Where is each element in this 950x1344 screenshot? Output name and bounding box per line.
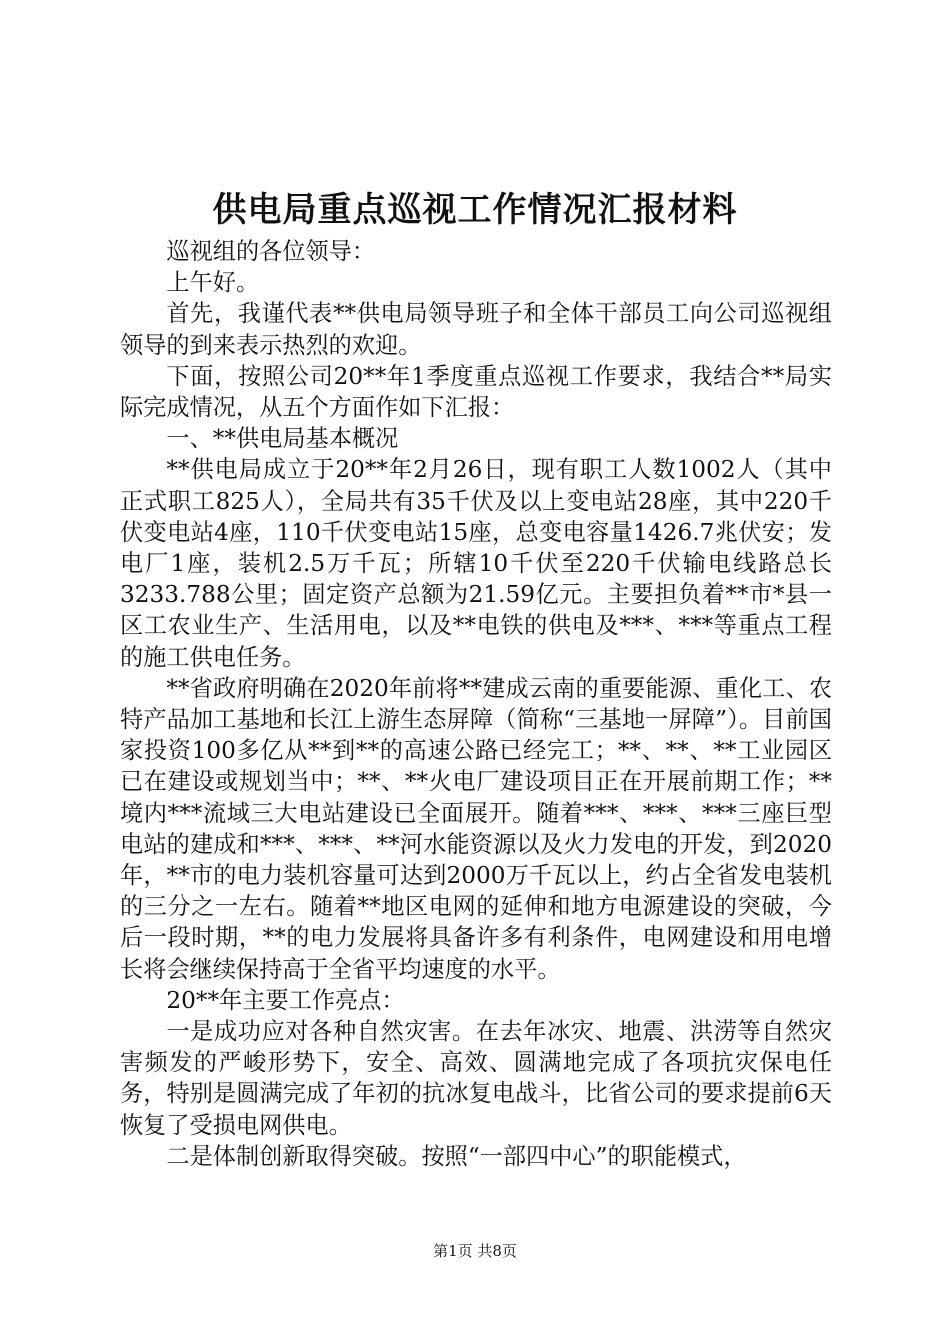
paragraph-outlook: **省政府明确在2020年前将**建成云南的重要能源、重化工、农特产品加工基地和长江上游生态屏障（简称“三基地一屏障”）。目前国家投资100多亿从**到**的高速公路已经完工；**、**、**工业园区已在建设或规划当中；**、**火电厂建设项目正在开展前期工作；**境内***流域三大电站建设已全面展开。随着***、***、***三座巨型电站的建成和***、***、**河水能资源以及火力发电的开发，到2020年，**市的电力装机容量可达到2000万千瓦以上，约占全省发电装机的三分之一左右。随着**地区电网的延伸和地方电源建设的突破，今后一段时期，**的电力发展将具备许多有利条件，电网建设和用电增长将会继续保持高于全省平均速度的水平。	[120, 674, 832, 983]
section-heading-overview: 一、**供电局基本概况	[166, 425, 399, 453]
document-body	[120, 236, 832, 1172]
paragraph-highlight-2: 二是体制创新取得突破。按照“一部四中心”的职能模式，	[166, 1142, 747, 1170]
paragraph-intro: 下面，按照公司20**年1季度重点巡视工作要求，我结合**局实际完成情况，从五个方面作如下汇报：	[120, 362, 832, 422]
page-number-footer: 第1页 共8页	[433, 1242, 517, 1260]
paragraph-salutation: 上午好。	[166, 269, 260, 297]
paragraph-highlights-heading: 20**年主要工作亮点：	[166, 986, 405, 1014]
paragraph-welcome: 首先，我谨代表**供电局领导班子和全体干部员工向公司巡视组领导的到来表示热烈的欢迎。	[120, 300, 832, 359]
paragraph-greeting: 巡视组的各位领导：	[166, 238, 376, 265]
paragraph-overview: **供电局成立于20**年2月26日，现有职工人数1002人（其中正式职工825人），全局共有35千伏及以上变电站28座，其中220千伏变电站4座，110千伏变电站15座，总变电容量1426.7兆伏安；发电厂1座，装机2.5万千瓦；所辖10千伏至220千伏输电线路总长3233.788公里；固定资产总额为21.59亿元。主要担负着**市*县一区工农业生产、生活用电，以及**电铁的供电及***、***等重点工程的施工供电任务。	[120, 456, 832, 671]
document-title: 供电局重点巡视工作情况汇报材料	[212, 190, 738, 230]
paragraph-highlight-1: 一是成功应对各种自然灾害。在去年冰灾、地震、洪涝等自然灾害频发的严峻形势下，安全、高效、圆满地完成了各项抗灾保电任务，特别是圆满完成了年初的抗冰复电战斗，比省公司的要求提前6天恢复了受损电网供电。	[120, 1018, 832, 1139]
